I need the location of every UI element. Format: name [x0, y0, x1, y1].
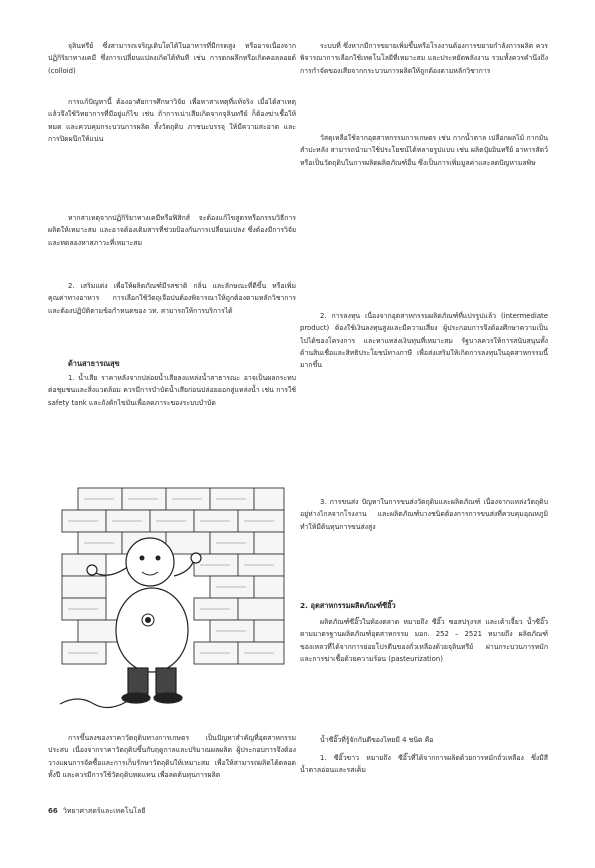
publication-name: วิทยาศาสตร์และเทคโนโลยี: [62, 807, 146, 815]
section-heading-environment: ด้านสาธารณสุข: [68, 359, 120, 368]
right-paragraph-1: ระบบที่ ซึ่งหากมีการขยายเพิ่มขึ้นหรือโรงงานต้องการขยายกำลังการผลิต ควรพิจารณาการเลือกใช้เทคโนโลยีที่เหมาะสม และประหยัดพลังงาน รวมทั้งควรคำนึงถึงการกำจัดของเสียจากกระบวนการผลิตให้ถูกต้องตามหลักวิชาการ: [300, 42, 548, 75]
left-paragraph-3: หากสาเหตุจากปฏิกิริยาทางเคมีหรือฟิสิกส์ จะต้องแก้ไขสูตรหรือกรรมวิธีการผลิตให้เหมาะสม และอาจต้องเติมสารที่ช่วยป้องกันการเปลี่ยนแปลง ซึ่งต้องมีการวิจัยและทดลองหาสภาวะที่เหมาะสม: [48, 214, 296, 247]
page-footer: [48, 806, 145, 817]
left-paragraph-2: การแก้ปัญหานี้ ต้องอาศัยการศึกษาวิจัย เพื่อหาสาเหตุที่แท้จริง เมื่อได้สาเหตุแล้วจึงใช้วิทยาการที่มีอยู่แก้ไข เช่น ถ้าการเน่าเสียเกิดจากจุลินทรีย์ ก็ต้องฆ่าเชื้อให้หมด และควบคุมกระบวนการผลิต ทั้งวัตถุดิบ ภาชนะบรรจุ ให้มีความสะอาด และการปิดผนึกให้แน่น: [48, 98, 296, 143]
cartoon-illustration: [48, 480, 296, 720]
left-paragraph-4: 2. เสริมแต่ง เพื่อให้ผลิตภัณฑ์มีรสชาติ กลิ่น และลักษณะที่ดีขึ้น หรือเพิ่มคุณค่าทางอาหาร การเลือกใช้วัตถุเจือปนต้องพิจารณาให้ถูกต้องตามหลักวิชาการ และต้องปฏิบัติตามข้อกำหนดของ วท. สามารถให้การบริการได้: [48, 282, 296, 315]
page-number: 66: [48, 807, 58, 815]
left-paragraph-1: จุลินทรีย์ ซึ่งสามารถเจริญเติบโตได้ในอาหารที่มีกรดสูง หรืออาจเนื่องจากปฏิกิริยาทางเคมี ซึ่งการเปลี่ยนแปลงเกิดได้ทันที เช่น การตกผลึกหรือเกิดคอลลอยด์ (colloid): [48, 42, 296, 75]
left-paragraph-7: การขึ้นลงของราคาวัตถุดิบทางการเกษตร เป็นปัญหาสำคัญที่อุตสาหกรรมประสบ เนื่องจากราคาวัตถุดิบขึ้นกับฤดูกาลและปริมาณผลผลิต ผู้ประกอบการจึงต้องวางแผนการจัดซื้อและการเก็บรักษาวัตถุดิบให้เหมาะสม เพื่อให้สามารถผลิตได้ตลอดทั้งปี และควรมีการใช้วัตถุดิบทดแทน เพื่อลดต้นทุนการผลิต: [48, 734, 296, 779]
right-paragraph-2: วัสดุเหลือใช้จากอุตสาหกรรมการเกษตร เช่น กากน้ำตาล เปลือกผลไม้ กากมันสำปะหลัง สามารถนำมาใช้ประโยชน์ได้หลายรูปแบบ เช่น ผลิตปุ๋ยอินทรีย์ อาหารสัตว์ หรือเป็นวัตถุดิบในการผลิตผลิตภัณฑ์อื่น ซึ่งเป็นการเพิ่มมูลค่าและลดปัญหามลพิษ: [300, 134, 548, 167]
right-paragraph-6: น้ำซีอิ๊วที่รู้จักกันดีของไทยมี 4 ชนิด คือ: [320, 736, 434, 744]
right-paragraph-5: ผลิตภัณฑ์ซีอิ๊วในท้องตลาด หมายถึง ซีอิ๊ว ซอสปรุงรส และเต้าเจี้ยว น้ำซีอิ๊ว ตามมาตรฐานผลิตภัณฑ์อุตสาหกรรม มอก. 252 – 2521 หมายถึง ผลิตภัณฑ์ของเหลวที่ได้จากการย่อยโปรตีนของถั่วเหลืองด้วยจุลินทรีย์ ผ่านกระบวนการหมักและการฆ่าเชื้อด้วยความร้อน (pasteurization): [300, 618, 548, 663]
right-paragraph-4: 3. การขนส่ง ปัญหาในการขนส่งวัตถุดิบและผลิตภัณฑ์ เนื่องจากแหล่งวัตถุดิบอยู่ห่างไกลจากโรงงาน และผลิตภัณฑ์บางชนิดต้องการการขนส่งที่ควบคุมอุณหภูมิ ทำให้มีต้นทุนการขนส่งสูง: [300, 498, 548, 531]
left-paragraph-5: 1. น้ำเสีย ราคาหลังจากปล่อยน้ำเสียลงแหล่งน้ำสาธารณะ อาจเป็นผลกระทบต่อชุมชนและสิ่งแวดล้อม ควรมีการบำบัดน้ำเสียก่อนปล่อยออกสู่แหล่งน้ำ เช่น การใช้ safety tank และถังดักไขมันเพื่อลดภาระของระบบบำบัด: [48, 374, 296, 407]
section-heading-soy-sauce: 2. อุตสาหกรรมผลิตภัณฑ์ซีอิ๊ว: [300, 601, 396, 610]
right-paragraph-7: 1. ซีอิ๊วขาว หมายถึง ซีอิ๊วที่ได้จากการผลิตด้วยการหมักถั่วเหลือง ซึ่งมีสีน้ำตาลอ่อนและรสเค็ม: [300, 754, 548, 775]
right-paragraph-3: 2. การลงทุน เนื่องจากอุตสาหกรรมผลิตภัณฑ์ที่แปรรูปแล้ว (intermediate product) ต้องใช้เงินลงทุนสูงและมีความเสี่ยง ผู้ประกอบการจึงต้องศึกษาความเป็นไปได้ของโครงการ และหาแหล่งเงินทุนที่เหมาะสม รัฐบาลควรให้การสนับสนุนทั้งด้านสินเชื่อและสิทธิประโยชน์ทางภาษี เพื่อส่งเสริมให้เกิดการลงทุนในอุตสาหกรรมนี้มากขึ้น: [300, 312, 548, 370]
